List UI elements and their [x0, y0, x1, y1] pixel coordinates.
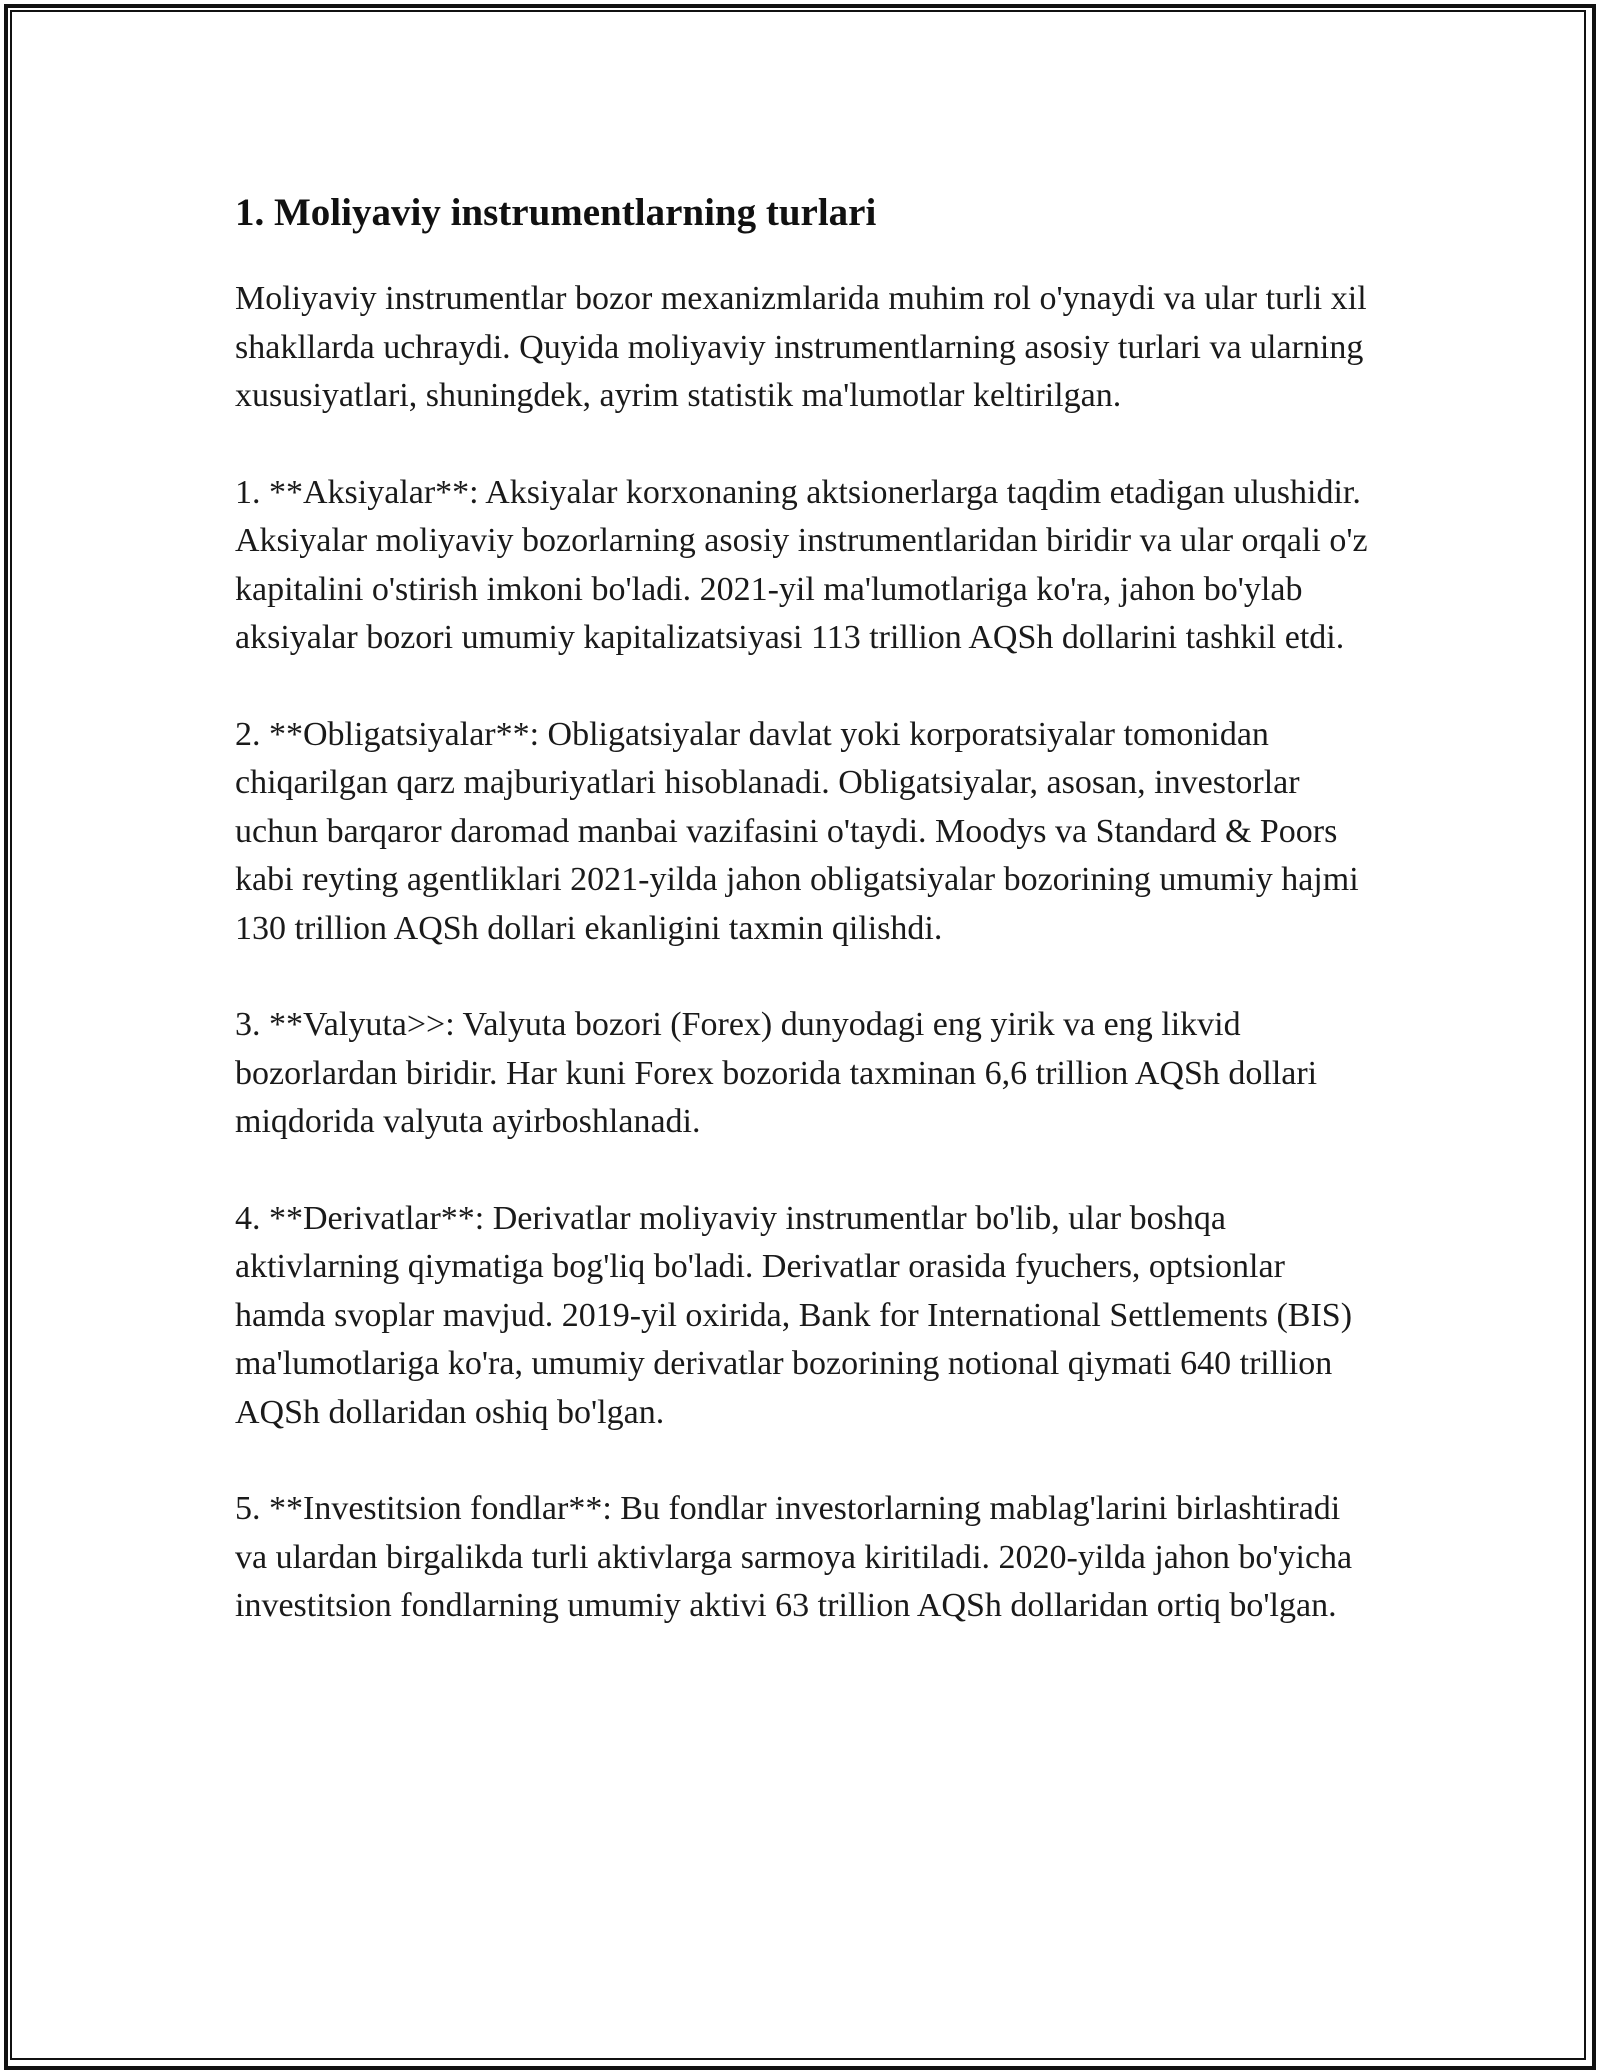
paragraph-bonds: 2. **Obligatsiyalar**: Obligatsiyalar davlat yoki korporatsiyalar tomonidan chiqarilgan qarz majburiyatlari hisoblanadi. Obligatsiyalar, asosan, investorlar uchun barqaror daromad manbai vazifasini o'taydi. Moodys va Standard & Poors kabi reyting agentliklari 2021-yilda jahon obligatsiyalar bozorining umumiy hajmi 130 trillion AQSh dollari ekanligini taxmin qilishdi.: [235, 715, 1359, 947]
paragraph-derivatives: 4. **Derivatlar**: Derivatlar moliyaviy instrumentlar bo'lib, ular boshqa aktivlarning qiymatiga bog'liq bo'ladi. Derivatlar orasida fyuchers, optsionlar hamda svoplar mavjud. 2019-yil oxirida, Bank for International Settlements (BIS) ma'lumotlariga ko'ra, umumiy derivatlar bozorining notional qiymati 640 trillion AQSh dollaridan oshiq bo'lgan.: [235, 1199, 1353, 1431]
paragraph-stocks: 1. **Aksiyalar**: Aksiyalar korxonaning aktsionerlarga taqdim etadigan ulushidir. Aksiyalar moliyaviy bozorlarning asosiy instrumentlaridan biridir va ular orqali o'z kapitalini o'stirish imkoni bo'ladi. 2021-yil ma'lumotlariga ko'ra, jahon bo'ylab aksiyalar bozori umumiy kapitalizatsiyasi 113 trillion AQSh dollarini tashkil etdi.: [235, 473, 1368, 656]
paragraph-investment-funds: 5. **Investitsion fondlar**: Bu fondlar investorlarning mablag'larini birlashtiradi va ulardan birgalikda turli aktivlarga sarmoya kiritiladi. 2020-yilda jahon bo'yicha investitsion fondlarning umumiy aktivi 63 trillion AQSh dollaridan ortiq bo'lgan.: [235, 1490, 1353, 1624]
document-body: [235, 185, 1375, 1679]
intro-paragraph: Moliyaviy instrumentlar bozor mexanizmlarida muhim rol o'ynaydi va ular turli xil shakllarda uchraydi. Quyida moliyaviy instrumentlarning asosiy turlari va ularning xususiyatlari, shuningdek, ayrim statistik ma'lumotlar keltirilgan.: [235, 280, 1367, 414]
section-heading: 1. Moliyaviy instrumentlarning turlari: [235, 191, 877, 234]
paragraph-currency: 3. **Valyuta>>: Valyuta bozori (Forex) dunyodagi eng yirik va eng likvid bozorlardan biridir. Har kuni Forex bozorida taxminan 6,6 trillion AQSh dollari miqdorida valyuta ayirboshlanadi.: [235, 1006, 1318, 1140]
